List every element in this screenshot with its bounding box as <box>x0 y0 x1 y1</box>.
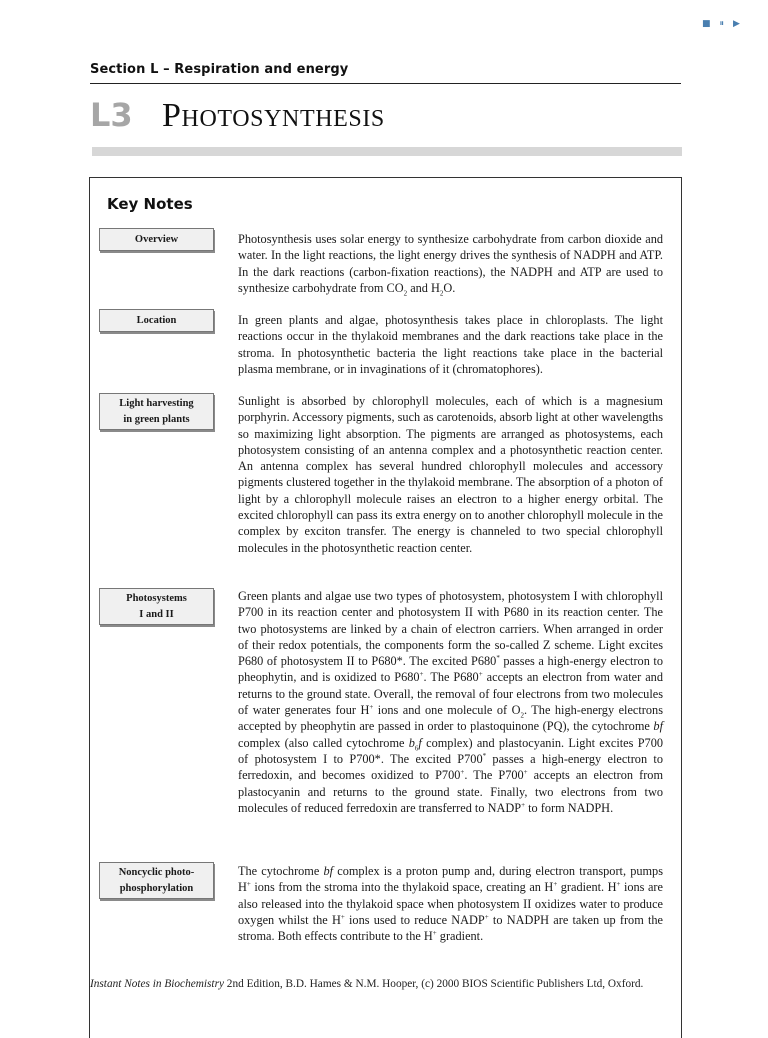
pause-icon[interactable]: ⏸ <box>719 19 725 29</box>
next-page-icon[interactable]: ▶ <box>733 19 740 29</box>
chapter-title-row <box>90 96 385 135</box>
overview-paragraph: Photosynthesis uses solar energy to synthesize carbohydrate from carbon dioxide and water. In the light reactions, the light energy drives the synthesis of NADPH and ATP. In the dark reactions (carbon-fixation reactions), the NADPH and ATP are used to synthesize carbohydrate from $CO_2$ and $H_2O$. <box>238 232 663 298</box>
note-label-text: Photosystems I and II <box>126 592 187 620</box>
noncyclic-paragraph: The cytochrome bf complex is a proton pump and, during electron transport, pumps H+ ions from the stroma into the thylakoid space, creating an H+ gradient. H+ ions are also released into the thylakoid space when photosystem II oxidizes water to produce oxygen whilst the H+ ions used to reduce NADP+ to NADPH are taken up from the stroma. Both effects contribute to the H+ gradient. <box>238 864 664 944</box>
note-label-text: Location <box>136 314 177 326</box>
first-page-icon[interactable]: ■ <box>702 19 711 29</box>
section-header: Section L – Respiration and energy <box>90 62 349 77</box>
location-paragraph: In green plants and algae, photosynthesis takes place in chloroplasts. The light reactions occur in the thylakoid membranes and the dark reactions take place in the stroma. In photosynthetic bacteria the light reactions take place in the bacterial plasma membrane, or in invaginations of it (chromatophores). <box>238 313 663 376</box>
navigation-controls <box>702 19 740 29</box>
chapter-number: L3 <box>90 96 133 134</box>
light-harvesting-paragraph: Sunlight is absorbed by chlorophyll molecules, each of which is a magnesium porphyrin. Accessory pigments, such as carotenoids, absorb light at other wavelengths so maximizing light absorption. The pigments are arranged as photosystems, each photosystem consisting of an antenna complex and a photosynthetic reaction center. An antenna complex has several hundred chlorophyll molecules and accessory pigments clustered together in the thylakoid membrane. The absorption of a photon of light by a chlorophyll molecule raises an electron to a higher energy orbital. The excited chlorophyll can pass its extra energy on to another chlorophyll molecule in the complex by exciton transfer. The energy is channeled to two special chlorophyll molecules in the photosynthetic reaction center. <box>238 394 663 555</box>
title-underline-bar <box>92 147 682 156</box>
note-label-text: Light harvesting in green plants <box>119 397 194 425</box>
note-label-text: Overview <box>134 233 179 245</box>
chapter-title: Photosynthesis <box>162 97 385 134</box>
key-notes-heading: Key Notes <box>107 195 193 213</box>
note-label-location[interactable] <box>99 309 214 332</box>
citation-text: 2nd Edition, B.D. Hames & N.M. Hooper, (c) 2000 BIOS Scientific Publishers Ltd, Oxford. <box>223 978 644 990</box>
photosystems-paragraph: Green plants and algae use two types of photosystem, photosystem I with chlorophyll P700 in its reaction center and photosystem II with P680 in its reaction center. The two photosystems are linked by a chain of electron carriers. When arranged in order of their redox potentials, the components form the so-called Z scheme. Light excites P680 of photosystem II to P680*. The excited P680* passes a high-energy electron to pheophytin, and is oxidized to P680+. The P680+ accepts an electron from water and returns to the ground state. Overall, the removal of four electrons from two molecules of water generates four H+ ions and one molecule of $O_2$. The high-energy electrons accepted by pheophytin are passed in order to plastoquinone (PQ), the cytochrome bf complex (also called cytochrome $b_6f$ complex) and plastocyanin. Light excites P700 of photosystem I to P700*. The excited P700* passes a high-energy electron to ferredoxin, and becomes oxidized to P700+. The P700+ accepts an electron from plastocyanin and returns to the ground state. Finally, two electrons from two molecules of reduced ferredoxin are transferred to NADP+ to form NADPH. <box>238 589 664 815</box>
note-label-light-harvesting[interactable] <box>99 393 214 430</box>
book-title: Instant Notes in Biochemistry <box>90 978 224 990</box>
note-label-photosystems[interactable] <box>99 588 214 625</box>
note-label-noncyclic[interactable] <box>99 862 214 899</box>
footer-citation <box>90 978 643 990</box>
note-label-overview[interactable] <box>99 228 214 251</box>
section-divider <box>90 83 681 84</box>
note-label-text: Noncyclic photo- phosphorylation <box>118 866 195 894</box>
